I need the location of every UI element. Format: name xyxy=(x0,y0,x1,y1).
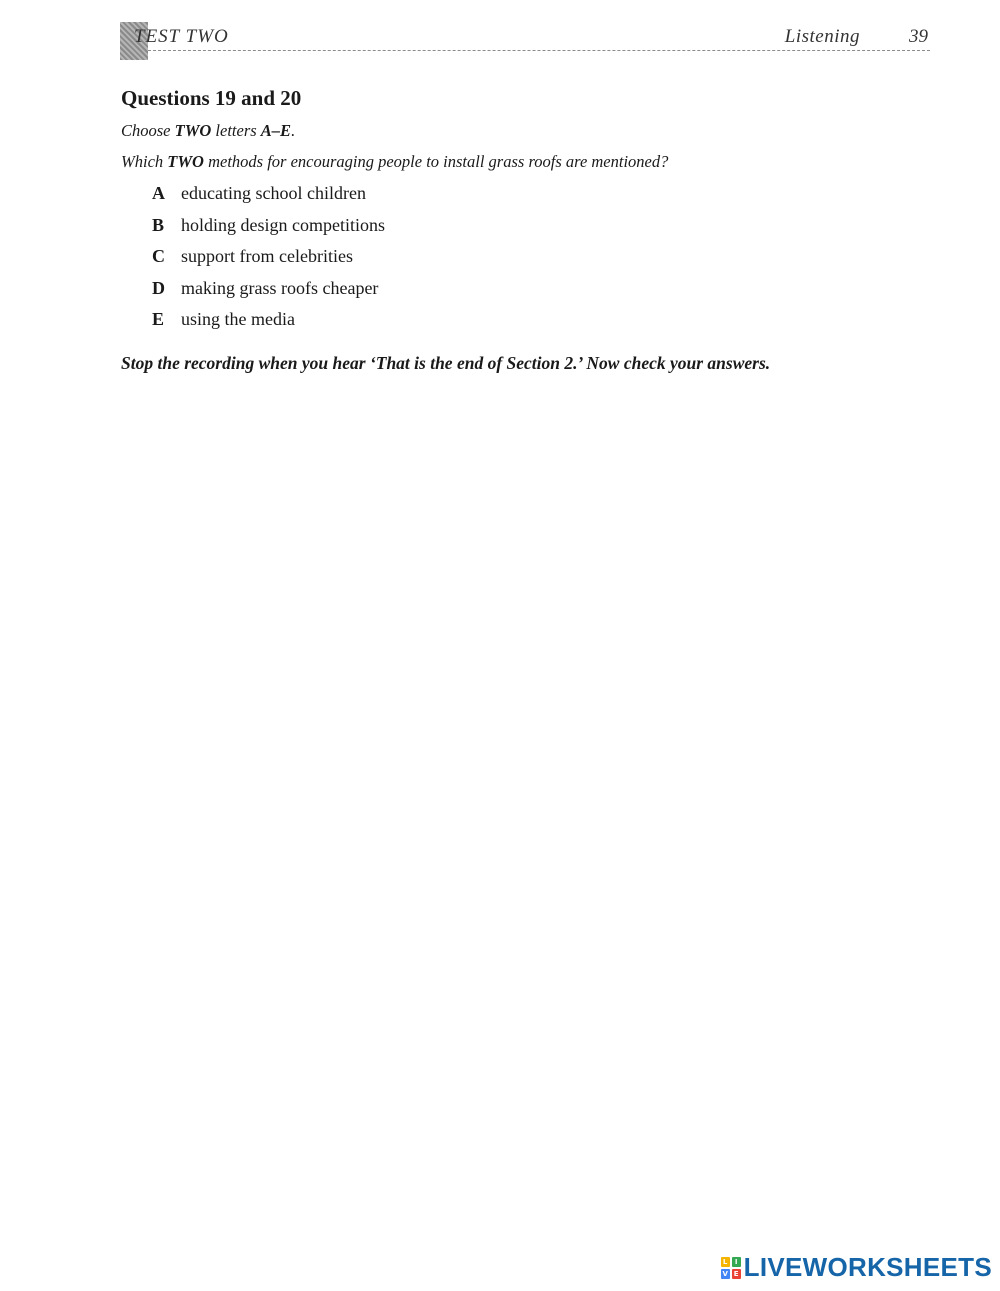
logo-tile-l: L xyxy=(721,1257,730,1267)
liveworksheets-brand[interactable] xyxy=(721,1252,992,1283)
answer-option-d[interactable] xyxy=(152,277,921,299)
prompt-suffix: methods for encouraging people to install grass roofs are mentioned? xyxy=(203,152,669,171)
liveworksheets-logo-icon xyxy=(721,1257,741,1279)
prompt-prefix: Which xyxy=(121,152,168,171)
logo-tile-e: E xyxy=(732,1269,741,1279)
instruction-range: A–E xyxy=(260,121,292,140)
question-prompt xyxy=(121,151,921,173)
answer-option-a[interactable] xyxy=(152,182,921,204)
liveworksheets-wordmark: LIVEWORKSHEETS xyxy=(743,1252,992,1282)
header-page-number: 39 xyxy=(909,26,928,47)
header-test-label: TEST TWO xyxy=(134,26,229,47)
header-section-label: Listening xyxy=(784,26,860,47)
option-letter: D xyxy=(152,277,165,298)
option-text: support from celebrities xyxy=(181,246,353,266)
choose-instruction xyxy=(121,120,921,142)
prompt-emphasis: TWO xyxy=(167,152,204,171)
answer-option-e[interactable] xyxy=(152,308,921,330)
logo-tile-i: I xyxy=(732,1257,741,1267)
stop-recording-note: Stop the recording when you hear ‘That is the end of Section 2.’ Now check your answers. xyxy=(121,353,771,373)
option-text: using the media xyxy=(181,309,295,329)
answer-option-b[interactable] xyxy=(152,214,921,236)
logo-tile-v: V xyxy=(722,1269,728,1278)
instruction-prefix: Choose xyxy=(121,121,175,140)
answer-options xyxy=(121,182,921,330)
instruction-mid: letters xyxy=(211,121,261,140)
option-text: making grass roofs cheaper xyxy=(181,277,379,298)
option-letter: B xyxy=(152,214,165,235)
option-text: holding design competitions xyxy=(181,214,385,235)
option-letter: C xyxy=(152,246,165,266)
instruction-emphasis: TWO xyxy=(174,121,212,140)
header-dashed-rule xyxy=(148,50,930,51)
option-letter: A xyxy=(152,183,165,203)
questions-heading: Questions 19 and 20 xyxy=(121,86,302,110)
running-header xyxy=(120,22,930,58)
answer-option-c[interactable] xyxy=(152,245,921,267)
option-letter: E xyxy=(152,309,165,329)
question-block xyxy=(121,84,921,392)
instruction-suffix: . xyxy=(291,121,296,140)
option-text: educating school children xyxy=(181,183,366,203)
